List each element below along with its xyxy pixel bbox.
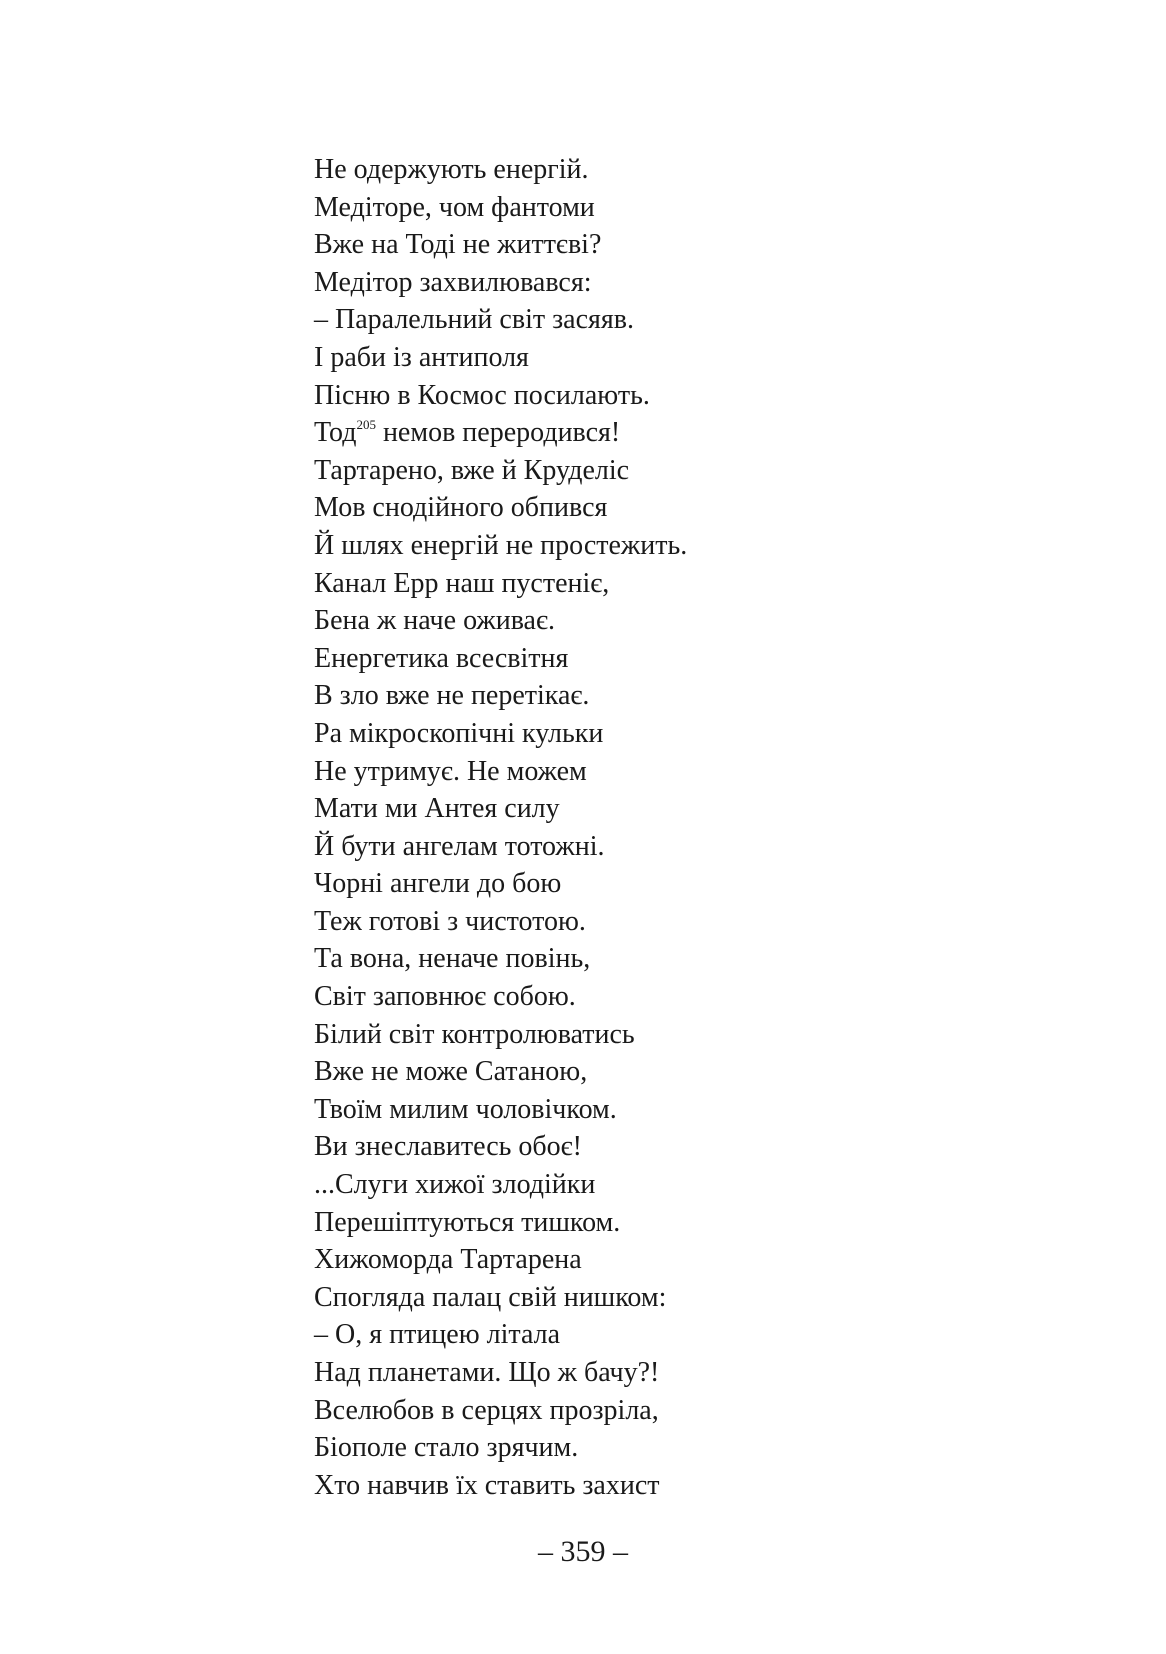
poem-text	[314, 151, 1074, 1504]
poem-line: – Паралельний світ засяяв.	[314, 304, 634, 336]
poem-line: І раби із антиполя	[314, 341, 529, 373]
poem-line: – О, я птицею літала	[314, 1319, 561, 1351]
poem-line: Ра мікроскопічні кульки	[314, 717, 604, 749]
poem-line: Вселюбов в серцях прозріла,	[314, 1394, 659, 1426]
poem-line: Енергетика всесвітня	[314, 642, 569, 674]
footnote-reference: 205	[356, 417, 376, 433]
poem-line: Й шлях енергій не простежить.	[314, 529, 688, 561]
poem-line: Пісню в Космос посилають.	[314, 379, 650, 411]
poem-line: Не утримує. Не можем	[314, 755, 587, 787]
page-number: – 359 –	[538, 1535, 628, 1568]
poem-line: ...Слуги хижої злодійки	[314, 1169, 596, 1201]
poem-line: Вже не може Сатаною,	[314, 1056, 588, 1088]
poem-line: Бена ж наче оживає.	[314, 605, 555, 637]
poem-line: Світ заповнює собою.	[314, 981, 576, 1013]
poem-line: Біополе стало зрячим.	[314, 1432, 579, 1464]
poem-line: Вже на Тоді не життєві?	[314, 229, 602, 261]
poem-line: Та вона, неначе повінь,	[314, 943, 591, 975]
poem-line: Тартарено, вже й Круделіс	[314, 454, 630, 486]
poem-line: Білий світ контролюватись	[314, 1018, 635, 1050]
poem-line: В зло вже не перетікає.	[314, 680, 590, 712]
poem-line-start: Тод	[314, 417, 357, 449]
poem-line: Хижоморда Тартарена	[314, 1244, 582, 1276]
poem-line: Перешіптуються тишком.	[314, 1206, 621, 1238]
poem-line: Спогляда палац свій нишком:	[314, 1281, 667, 1313]
poem-line-end: немов переродився!	[375, 417, 621, 449]
poem-line-with-footnote	[314, 414, 1074, 452]
poem-line: Чорні ангели до бою	[314, 868, 562, 900]
poem-line: Й бути ангелам тотожні.	[314, 830, 605, 862]
poem-line: Теж готові з чистотою.	[314, 905, 586, 937]
poem-line: Не одержують енергій.	[314, 154, 589, 185]
poem-line: Медіторе, чом фантоми	[314, 191, 595, 223]
poem-line: Медітор захвилювався:	[314, 266, 592, 298]
poem-line: Канал Ерр наш пустеніє,	[314, 567, 610, 599]
poem-line: Над планетами. Що ж бачу?!	[314, 1357, 660, 1388]
poem-line: Мов снодійного обпився	[314, 492, 608, 524]
poem-line: Ви знеславитесь обоє!	[314, 1131, 583, 1163]
poem-line: Хто навчив їх ставить захист	[314, 1469, 660, 1501]
poem-line: Мати ми Антея силу	[314, 793, 560, 825]
poem-line: Твоїм милим чоловічком.	[314, 1093, 617, 1125]
